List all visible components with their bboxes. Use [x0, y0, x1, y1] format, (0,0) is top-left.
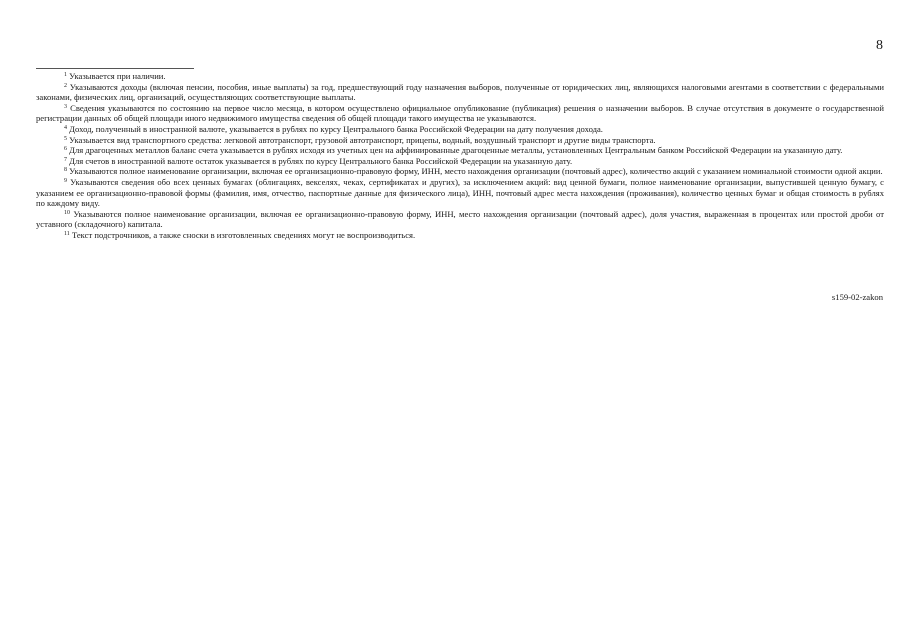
footnote-text: Текст подстрочников, а также сноски в изготовленных сведениях могут не воспроизводиться. [71, 229, 416, 240]
footnote-text: Указывается при наличии. [69, 71, 166, 81]
footnote-text: Указывается вид транспортного средства: легковой автотранспорт, грузовой автотранспорт, прицепы, водный, воздушный транспорт и другие виды транспорта. [69, 134, 656, 145]
footnote [36, 135, 884, 146]
footnote [36, 82, 884, 103]
footnote [36, 177, 884, 209]
footnote-mark: 2 [64, 82, 67, 89]
footnote-text: Доход, полученный в иностранной валюте, указывается в рублях по курсу Центрального банка Российской Федерации на дату получения дохода. [69, 123, 603, 134]
footnote [36, 71, 884, 82]
footnote-mark: 5 [64, 135, 67, 142]
footnote-mark: 9 [64, 177, 67, 184]
footnote [36, 166, 884, 177]
footnote-mark: 7 [64, 156, 67, 163]
footnote-mark: 1 [64, 72, 67, 78]
footnote-text: Указываются доходы (включая пенсии, пособия, иные выплаты) за год, предшествующий году назначения выборов, полученные от юридических лиц, являющихся налоговыми агентами в соответствии с федеральными законами, физических лиц, организаций, осуществляющих соответствующие выплаты. [36, 81, 884, 103]
footnote-mark: 6 [64, 146, 67, 153]
footnote-mark: 10 [64, 209, 70, 216]
footnote-text: Сведения указываются по состоянию на первое число месяца, в котором осуществлено официальное опубликование (публикация) решения о назначении выборов. В случае отсутствия в документе о государственной регистрации данных об общей площади иного недвижимого имущества сведения об общей площади такого имущества не указываются. [36, 102, 884, 124]
footnote-text: Для счетов в иностранной валюте остаток указывается в рублях по курсу Центрального банка Российской Федерации на указанную дату. [69, 155, 573, 166]
document-code: s159-02-zakon [831, 292, 883, 302]
footnotes [36, 71, 884, 241]
footnote [36, 156, 884, 167]
footnote-mark: 4 [64, 124, 67, 131]
footnote-text: Указываются сведения обо всех ценных бумагах (облигациях, векселях, чеках, сертификатах и других), за исключением акций: вид ценной бумаги, полное наименование организации, выпустившей ценную бумагу, с указанием ее организационно-правовой формы (фамилия, имя, отчество, паспортные данные для физического лица), ИНН, почтовый адрес места нахождения (проживания), количество ценных бумаг и общая стоимость в рублях по каждому виду. [36, 176, 884, 209]
footnote-mark: 8 [64, 167, 67, 174]
footnote [36, 230, 884, 241]
footnote-text: Для драгоценных металлов баланс счета указывается в рублях исходя из учетных цен на аффинированные драгоценные металлы, установленных Центральным банком Российской Федерации на указанную дату. [69, 145, 843, 156]
footnote [36, 124, 884, 135]
footnote-mark: 11 [64, 230, 70, 237]
footnote [36, 103, 884, 124]
footnote-text: Указываются полное наименование организации, включая ее организационно-правовую форму, ИНН, место нахождения организации (почтовый адрес), доля участия, выраженная в процентах или простой дроби от уставного (складочного) капитала. [36, 208, 884, 230]
footnote [36, 145, 884, 156]
footnote-separator [36, 68, 194, 69]
footnote-text: Указываются полное наименование организации, включая ее организационно-правовую форму, ИНН, место нахождения организации (почтовый адрес), количество акций с указанием номинальной стоимости одной акции. [69, 166, 883, 177]
footnote [36, 209, 884, 230]
page-number: 8 [876, 38, 883, 53]
footnote-mark: 3 [64, 103, 67, 110]
